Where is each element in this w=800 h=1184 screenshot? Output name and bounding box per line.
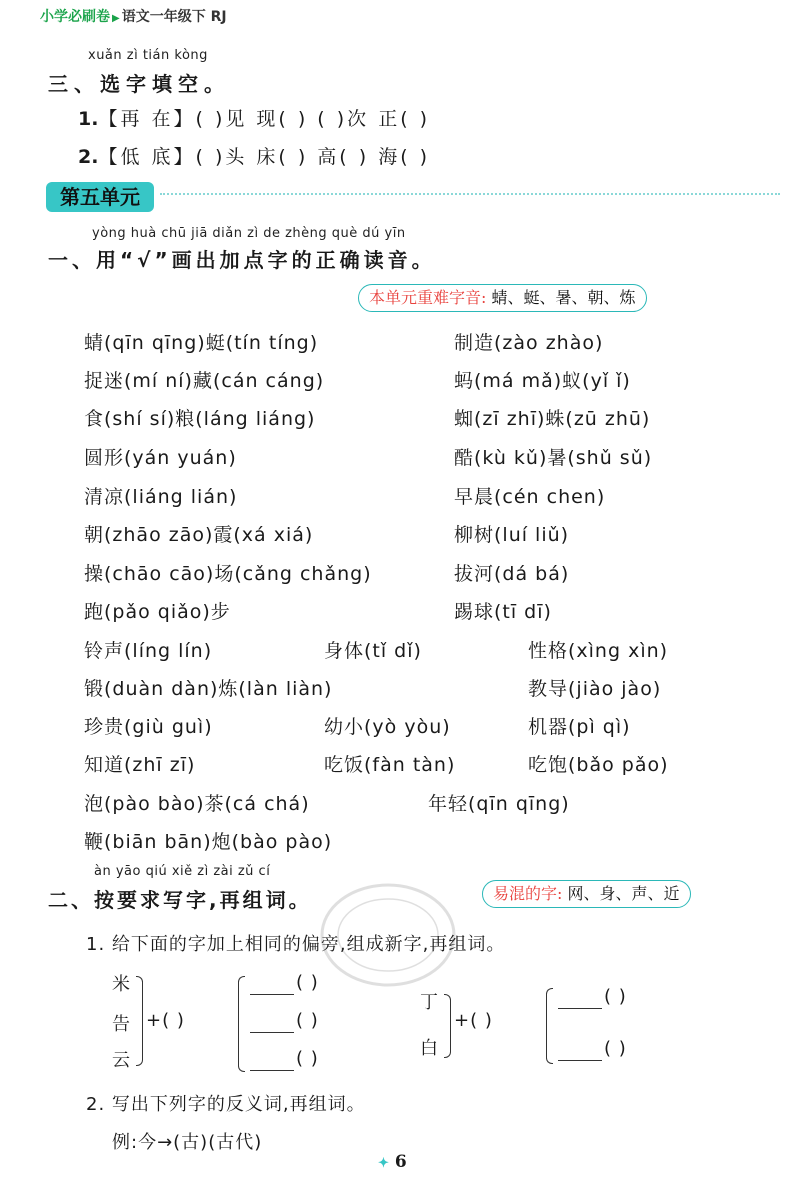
- grid-item: 知道(zhī zī): [84, 754, 196, 776]
- left-brace: [238, 976, 245, 1072]
- grid-item: 珍贵(giù guì): [84, 716, 213, 738]
- grid-item: 鞭(biān bān)炮(bào pào): [84, 831, 333, 853]
- course-label: 语文一年级下 RJ: [121, 9, 227, 25]
- hint-value: 网、身、声、近: [567, 884, 680, 903]
- right-item: 蜘(zī zhī)蛛(zū zhū): [454, 408, 651, 430]
- word-blank: ( ): [296, 972, 319, 993]
- right-item: 拔河(dá bá): [454, 563, 570, 585]
- left-item: 蜻(qīn qīng)蜓(tín tíng): [84, 332, 319, 354]
- base-char: 丁: [420, 992, 439, 1013]
- section3-q1: [78, 104, 430, 131]
- right-item: 踢球(tī dī): [454, 601, 552, 623]
- grid-item: 泡(pào bào)茶(cá chá): [84, 793, 310, 815]
- right-item: 早晨(cén chen): [454, 486, 606, 508]
- right-item: 蚂(má mǎ)蚁(yǐ ǐ): [454, 370, 631, 392]
- q2-options: 【低 底】: [98, 146, 196, 168]
- part2-pinyin: àn yāo qiú xiě zì zài zǔ cí: [94, 864, 271, 879]
- word-blank: ( ): [296, 1048, 319, 1069]
- word-blank: ( ): [604, 1038, 627, 1059]
- grid-item: 幼小(yò yòu): [324, 716, 451, 738]
- answer-line: [558, 1008, 602, 1009]
- part2-hint-box: [482, 880, 691, 908]
- left-item: 清凉(liáng lián): [84, 486, 238, 508]
- base-char: 米: [112, 974, 131, 995]
- base-char: 云: [112, 1050, 131, 1071]
- section3-pinyin: xuǎn zì tián kòng: [88, 48, 208, 63]
- q1-blanks: ( )见 现( ) ( )次 正( ): [195, 108, 431, 130]
- sparkle-icon: ✦: [378, 1156, 389, 1171]
- page-number: 6: [394, 1152, 407, 1172]
- radical-blank: +( ): [454, 1010, 493, 1031]
- answer-line: [250, 1070, 294, 1071]
- example-line: 例:今→(古)(古代): [112, 1132, 263, 1153]
- base-char: 告: [112, 1014, 131, 1035]
- grid-item: 铃声(líng lín): [84, 640, 213, 662]
- grid-item: 吃饭(fàn tàn): [324, 754, 456, 776]
- page-header: [40, 6, 227, 26]
- hint-label: 易混的字:: [493, 884, 563, 903]
- left-item: 食(shí sí)粮(láng liáng): [84, 408, 316, 430]
- right-brace: [136, 976, 143, 1066]
- answer-line: [250, 1032, 294, 1033]
- unit-title-badge: 第五单元: [46, 182, 154, 212]
- grid-item: 吃饱(bǎo pǎo): [528, 754, 669, 776]
- word-blank: ( ): [604, 986, 627, 1007]
- grid-item: 性格(xìng xìn): [528, 640, 669, 662]
- unit-divider: [160, 193, 780, 195]
- section3-q2: [78, 142, 430, 169]
- left-brace: [546, 988, 553, 1064]
- grid-item: 锻(duàn dàn)炼(làn liàn): [84, 678, 333, 700]
- word-blank: ( ): [296, 1010, 319, 1031]
- part2-title: 二、按要求写字,再组词。: [48, 888, 312, 912]
- right-item: 柳树(luí liǔ): [454, 524, 570, 546]
- section3-title: 三、选字填空。: [48, 72, 230, 96]
- left-item: 圆形(yán yuán): [84, 447, 237, 469]
- triangle-icon: ▶: [112, 13, 120, 24]
- stamp-watermark: [318, 880, 458, 990]
- part1-title: 一、用“√”画出加点字的正确读音。: [48, 248, 436, 272]
- part1-hint-box: [358, 284, 647, 312]
- right-item: 酷(kù kǔ)暑(shǔ sǔ): [454, 447, 653, 469]
- hint-value: 蜻、蜓、暑、朝、炼: [491, 288, 636, 307]
- part1-pinyin: yòng huà chū jiā diǎn zì de zhèng què dú yīn: [92, 226, 406, 241]
- q2-number: 2.: [78, 146, 99, 168]
- grid-item: 机器(pì qì): [528, 716, 631, 738]
- q1-options: 【再 在】: [98, 108, 196, 130]
- right-item: 制造(zào zhào): [454, 332, 604, 354]
- left-item: 朝(zhāo zāo)霞(xá xiá): [84, 524, 314, 546]
- grid-item: 教导(jiào jào): [528, 678, 662, 700]
- part2-q2: 2. 写出下列字的反义词,再组词。: [86, 1094, 366, 1115]
- left-item: 跑(pǎo qiǎo)步: [84, 601, 231, 623]
- right-brace: [444, 994, 451, 1058]
- part2-q1: 1. 给下面的字加上相同的偏旁,组成新字,再组词。: [86, 934, 506, 955]
- grid-item: 身体(tǐ dǐ): [324, 640, 422, 662]
- q2-blanks: ( )头 床( ) 高( ) 海( ): [195, 146, 431, 168]
- answer-line: [250, 994, 294, 995]
- answer-line: [558, 1060, 602, 1061]
- brand-label: 小学必刷卷: [40, 9, 110, 25]
- q1-number: 1.: [78, 108, 99, 130]
- base-char: 白: [420, 1038, 439, 1059]
- left-item: 操(chāo cāo)场(cǎng chǎng): [84, 563, 372, 585]
- hint-label: 本单元重难字音:: [369, 288, 487, 307]
- radical-blank: +( ): [146, 1010, 185, 1031]
- grid-item: 年轻(qīn qīng): [428, 793, 570, 815]
- left-item: 捉迷(mí ní)藏(cán cáng): [84, 370, 325, 392]
- page-footer: [378, 1152, 407, 1172]
